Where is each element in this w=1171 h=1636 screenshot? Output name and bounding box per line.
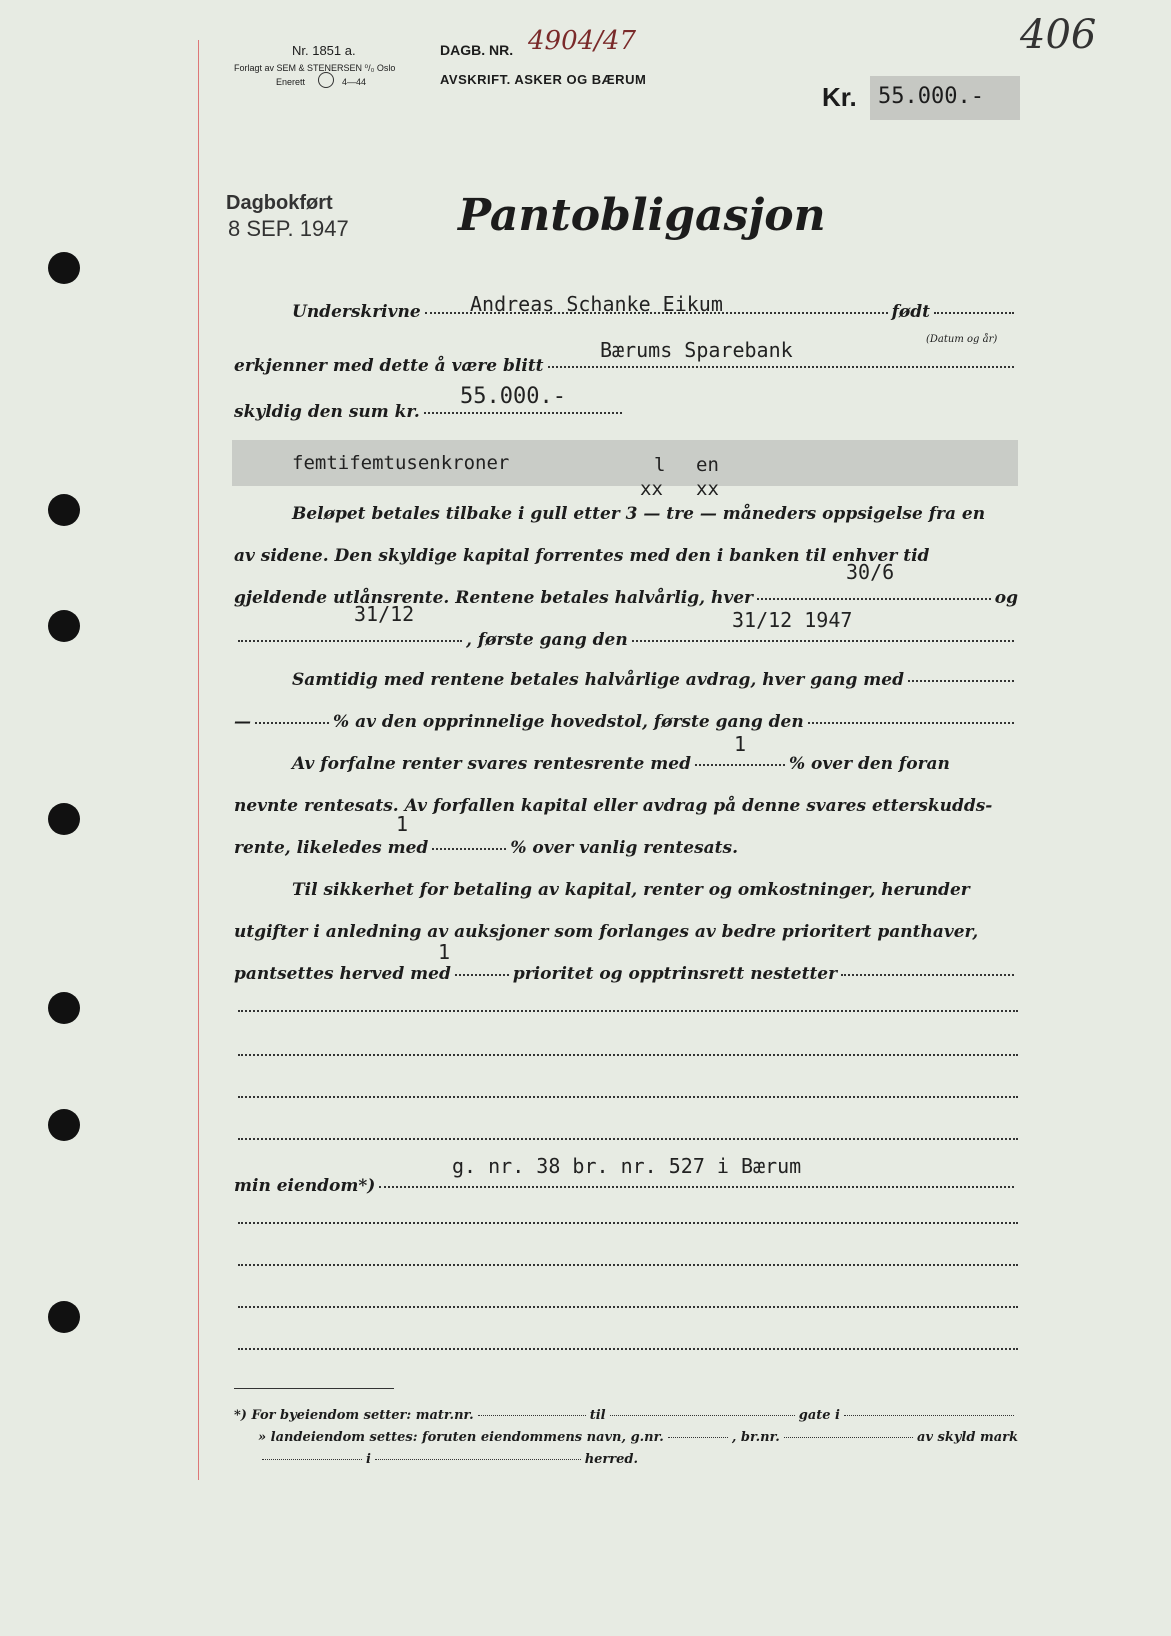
dotted-fill bbox=[432, 848, 506, 850]
handwritten-date: 31/12 bbox=[354, 602, 415, 626]
footnote-line bbox=[234, 1408, 1018, 1423]
footnote-rule bbox=[234, 1388, 394, 1389]
blank-line bbox=[238, 1138, 1018, 1140]
body-text: Samtidig med rentene betales halvårlige avdrag, hver gang med bbox=[292, 670, 904, 690]
body-line bbox=[234, 964, 1018, 984]
footnote-text: herred. bbox=[584, 1452, 638, 1467]
erkjenner-value: Bærums Sparebank bbox=[600, 338, 793, 362]
body-line bbox=[292, 754, 1018, 774]
underskrivne-value: Andreas Schanke Eikum bbox=[470, 292, 723, 316]
footnote-text: til bbox=[589, 1408, 606, 1423]
body-text: % av den opprinnelige hovedstol, første gang den bbox=[333, 712, 804, 732]
footnote-text: av skyld mark bbox=[917, 1430, 1018, 1445]
blank-line bbox=[238, 1348, 1018, 1350]
body-line: Til sikkerhet for betaling av kapital, renter og omkostninger, herunder bbox=[292, 880, 970, 900]
footnote-text: gate i bbox=[798, 1408, 840, 1423]
footnote-text: i bbox=[366, 1452, 371, 1467]
eiendom-value: g. nr. 38 br. nr. 527 i Bærum bbox=[452, 1154, 802, 1178]
erkjenner-label: erkjenner med dette å være blitt bbox=[234, 356, 544, 376]
body-text: % over vanlig rentesats. bbox=[510, 838, 738, 858]
mark-xx-2: xx bbox=[696, 478, 719, 500]
body-text: % over den foran bbox=[788, 754, 950, 774]
stamp-dagbokfort: Dagbokført bbox=[226, 192, 333, 214]
dotted-fill bbox=[632, 640, 1014, 642]
handwritten-rate: 1 bbox=[396, 812, 409, 836]
page-number: 406 bbox=[1020, 12, 1097, 58]
punch-hole bbox=[48, 1109, 80, 1141]
dotted-fill bbox=[844, 1415, 1014, 1416]
eiendom-row bbox=[234, 1176, 1018, 1196]
handwritten-priority: 1 bbox=[438, 940, 451, 964]
blank-line bbox=[238, 1054, 1018, 1056]
body-line bbox=[234, 588, 1018, 608]
dotted-fill bbox=[262, 1459, 362, 1460]
skyldig-row bbox=[234, 402, 626, 422]
punch-hole bbox=[48, 252, 80, 284]
datum-label: (Datum og år) bbox=[926, 334, 998, 345]
body-line: av sidene. Den skyldige kapital forrentes med den i banken til enhver tid bbox=[234, 546, 930, 566]
publisher-line: Forlagt av SEM & STENERSEN ⁰/₀ Oslo bbox=[234, 63, 396, 73]
skyldig-label: skyldig den sum kr. bbox=[234, 402, 420, 422]
punch-hole bbox=[48, 610, 80, 642]
stamp-date: 8 SEP. 1947 bbox=[228, 216, 349, 241]
body-line bbox=[234, 712, 1018, 732]
dotted-fill bbox=[908, 680, 1014, 682]
body-text: og bbox=[994, 588, 1018, 608]
fodt-label: født bbox=[891, 302, 930, 322]
dotted-fill bbox=[695, 764, 785, 766]
handwritten-date: 30/6 bbox=[846, 560, 895, 584]
dotted-fill bbox=[610, 1415, 795, 1416]
mark-xx-1: xx bbox=[640, 478, 663, 500]
eiendom-label: min eiendom*) bbox=[234, 1176, 376, 1196]
mark-1: l bbox=[654, 454, 666, 476]
footnote-text: *) For byeiendom setter: matr.nr. bbox=[234, 1408, 474, 1423]
body-text: , første gang den bbox=[466, 630, 628, 650]
dotted-fill bbox=[757, 598, 991, 600]
dotted-fill bbox=[934, 312, 1014, 314]
handwritten-rate: 1 bbox=[734, 732, 747, 756]
footnote-text: , br.nr. bbox=[731, 1430, 780, 1445]
margin-rule bbox=[198, 40, 199, 1480]
body-line: utgifter i anledning av auksjoner som forlanges av bedre prioritert panthaver, bbox=[234, 922, 979, 942]
dotted-fill bbox=[424, 412, 622, 414]
form-number: Nr. 1851 a. bbox=[292, 43, 356, 58]
publisher-enerett: Enerett bbox=[276, 77, 306, 87]
dagb-handwritten: 4904/47 bbox=[528, 26, 637, 56]
dotted-fill bbox=[238, 640, 462, 642]
dotted-fill bbox=[808, 722, 1014, 724]
kr-amount: 55.000.- bbox=[878, 84, 984, 109]
dotted-fill bbox=[379, 1186, 1014, 1188]
blank-line bbox=[238, 1010, 1018, 1012]
avskrift-line: AVSKRIFT. ASKER OG BÆRUM bbox=[440, 72, 647, 87]
dotted-fill bbox=[478, 1415, 586, 1416]
footnote-line bbox=[258, 1430, 1018, 1445]
footnote-text: » landeiendom settes: foruten eiendommens navn, g.nr. bbox=[258, 1430, 664, 1445]
mark-en: en bbox=[696, 454, 719, 476]
punch-hole bbox=[48, 1301, 80, 1333]
body-line bbox=[234, 838, 738, 858]
blank-line bbox=[238, 1096, 1018, 1098]
underskrivne-label: Underskrivne bbox=[292, 302, 421, 322]
body-text: pantsettes herved med bbox=[234, 964, 451, 984]
body-text: gjeldende utlånsrente. Rentene betales halvårlig, hver bbox=[234, 588, 753, 608]
body-text: — bbox=[234, 712, 251, 732]
blank-line bbox=[238, 1264, 1018, 1266]
body-line bbox=[234, 630, 1018, 650]
punch-hole bbox=[48, 803, 80, 835]
skyldig-value: 55.000.- bbox=[460, 384, 566, 409]
kr-label: Kr. bbox=[822, 82, 857, 112]
dotted-fill bbox=[668, 1437, 728, 1438]
page-title: Pantobligasjon bbox=[458, 190, 826, 241]
dotted-fill bbox=[784, 1437, 913, 1438]
amount-words: femtifemtusenkroner bbox=[292, 452, 510, 474]
dotted-fill bbox=[255, 722, 329, 724]
body-text: Av forfalne renter svares rentesrente med bbox=[292, 754, 691, 774]
handwritten-date: 31/12 1947 bbox=[732, 608, 853, 632]
publisher-logo bbox=[318, 72, 334, 88]
dotted-fill bbox=[841, 974, 1014, 976]
body-text: prioritet og opptrinsrett nestetter bbox=[512, 964, 838, 984]
body-line: Beløpet betales tilbake i gull etter 3 — tre — måneders oppsigelse fra en bbox=[292, 504, 986, 524]
blank-line bbox=[238, 1306, 1018, 1308]
dotted-fill bbox=[548, 366, 1014, 368]
body-line: nevnte rentesats. Av forfallen kapital eller avdrag på denne svares etterskudds- bbox=[234, 796, 993, 816]
blank-line bbox=[238, 1222, 1018, 1224]
body-line bbox=[292, 670, 1018, 690]
publisher-date: 4—44 bbox=[342, 77, 367, 87]
punch-hole bbox=[48, 494, 80, 526]
body-text: rente, likeledes med bbox=[234, 838, 429, 858]
dotted-fill bbox=[455, 974, 509, 976]
punch-hole bbox=[48, 992, 80, 1024]
footnote-line bbox=[258, 1452, 638, 1467]
dotted-fill bbox=[375, 1459, 581, 1460]
dagb-label: DAGB. NR. bbox=[440, 42, 514, 58]
